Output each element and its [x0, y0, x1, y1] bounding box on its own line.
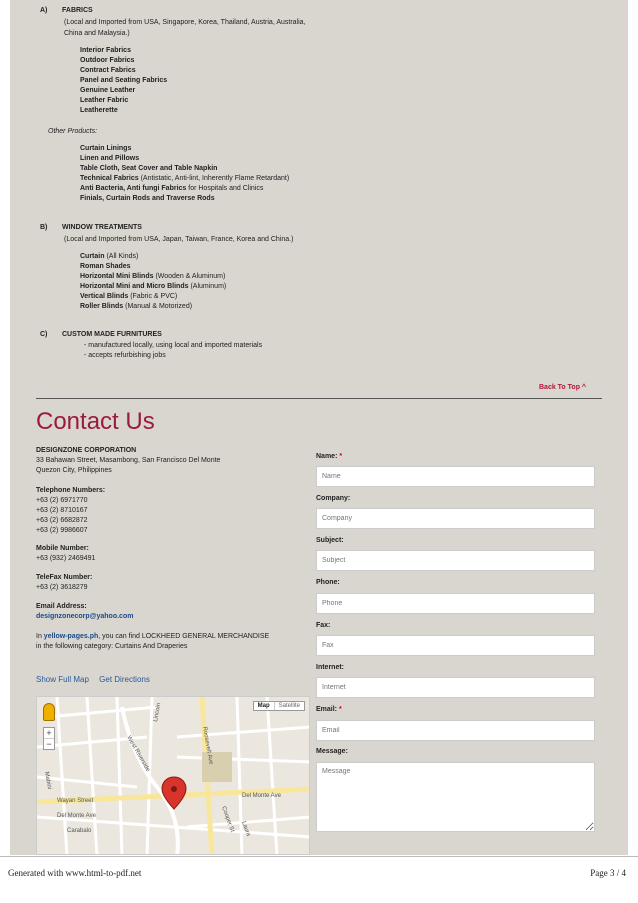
mobile-number: +63 (932) 2469491: [36, 555, 96, 562]
mobile-label: Mobile Number:: [36, 545, 89, 552]
svg-text:Del Monte Ave: Del Monte Ave: [57, 813, 96, 819]
show-full-map-link[interactable]: Show Full Map: [36, 675, 89, 684]
svg-text:West Riverside: West Riverside: [125, 735, 151, 773]
telefax-number: +63 (2) 3618279: [36, 584, 88, 591]
fabrics-sub-2: China and Malaysia.): [64, 30, 130, 37]
telefax-block: [36, 573, 92, 593]
list-item: Vertical Blinds (Fabric & PVC): [80, 293, 178, 300]
svg-text:Mabini: Mabini: [43, 771, 53, 790]
map[interactable]: [36, 696, 310, 855]
internet-label: Internet:: [316, 664, 344, 671]
phone-input[interactable]: [316, 593, 595, 614]
custom-list: [84, 341, 262, 361]
email-link[interactable]: designzonecorp@yahoo.com: [36, 613, 134, 620]
message-label: Message:: [316, 748, 348, 755]
list-item: Panel and Seating Fabrics: [80, 77, 168, 84]
list-item: Anti Bacteria, Anti fungi Fabrics for Hospitals and Clinics: [80, 185, 264, 192]
svg-text:Laura: Laura: [240, 820, 252, 838]
list-item: Horizontal Mini and Micro Blinds (Aluminum): [80, 283, 227, 290]
fabrics-heading: A) FABRICS: [40, 7, 93, 14]
telephone-number: +63 (2) 6682872: [36, 517, 88, 524]
other-products-label: Other Products:: [48, 128, 98, 135]
fabrics-sub-1: (Local and Imported from USA, Singapore, Korea, Thailand, Austria, Australia,: [64, 19, 306, 26]
telephone-number: +63 (2) 9986607: [36, 527, 88, 534]
svg-text:Wayan Street: Wayan Street: [57, 798, 94, 804]
company-input[interactable]: [316, 508, 595, 529]
back-to-top-link[interactable]: Back To Top ^: [539, 384, 586, 391]
other-products-list: [80, 144, 289, 204]
internet-input[interactable]: [316, 677, 595, 698]
fax-input[interactable]: [316, 635, 595, 656]
company-label: Company:: [316, 495, 351, 502]
list-item: Genuine Leather: [80, 87, 136, 94]
list-item: Technical Fabrics (Antistatic, Anti-lint, Inherently Flame Retardant): [80, 175, 290, 182]
address-line-2: Quezon City, Philippines: [36, 467, 112, 474]
svg-text:Lincoln: Lincoln: [153, 702, 163, 723]
window-sub: (Local and Imported from USA, Japan, Taiwan, France, Korea and China.): [64, 236, 294, 243]
telefax-label: TeleFax Number:: [36, 574, 93, 581]
name-label: Name: *: [316, 453, 343, 460]
list-item: Table Cloth, Seat Cover and Table Napkin: [80, 165, 218, 172]
zoom-out-button[interactable]: −: [44, 738, 54, 749]
subject-input[interactable]: [316, 550, 595, 571]
list-item: Curtain Linings: [80, 145, 132, 152]
window-heading: B) WINDOW TREATMENTS: [40, 224, 142, 231]
svg-text:Cooper St: Cooper St: [220, 805, 235, 834]
list-item: Leather Fabric: [80, 97, 129, 104]
list-item: Contract Fabrics: [80, 67, 136, 74]
address-line-1: 33 Bahawan Street, Masambong, San Francisco Del Monte: [36, 457, 221, 464]
fax-label: Fax:: [316, 622, 331, 629]
list-item: Finials, Curtain Rods and Traverse Rods: [80, 195, 215, 202]
telephone-label: Telephone Numbers:: [36, 487, 106, 494]
subject-label: Subject:: [316, 537, 344, 544]
email-input[interactable]: [316, 720, 595, 741]
svg-text:Del Monte Ave: Del Monte Ave: [242, 793, 281, 799]
list-item: Horizontal Mini Blinds (Wooden & Aluminum): [80, 273, 226, 280]
custom-heading: C) CUSTOM MADE FURNITURES: [40, 331, 162, 338]
page-bottom-line: [0, 856, 638, 857]
svg-text:Carabalo: Carabalo: [67, 828, 92, 834]
telephone-number: +63 (2) 8710167: [36, 507, 88, 514]
map-links: [36, 675, 158, 684]
list-item: Interior Fabrics: [80, 47, 131, 54]
map-type-map[interactable]: Map: [257, 703, 270, 709]
phone-label: Phone:: [316, 579, 340, 586]
company-name: DESIGNZONE CORPORATION: [36, 447, 137, 454]
map-type-satellite[interactable]: Satellite: [274, 702, 304, 710]
get-directions-link[interactable]: Get Directions: [99, 675, 150, 684]
yellow-pages-link[interactable]: yellow-pages.ph: [43, 633, 99, 640]
zoom-control: [43, 727, 55, 750]
email-block: [36, 602, 133, 622]
divider: [36, 398, 602, 399]
list-item: Leatherette: [80, 107, 118, 114]
telephone-block: [36, 486, 105, 536]
fabrics-list: [80, 46, 167, 116]
list-item: Linen and Pillows: [80, 155, 140, 162]
list-item: - accepts refurbishing jobs: [84, 352, 166, 359]
telephone-number: +63 (2) 6971770: [36, 497, 88, 504]
generated-by: Generated with www.html-to-pdf.net: [8, 868, 142, 878]
mobile-block: [36, 544, 95, 564]
map-streets: [37, 697, 310, 855]
window-list: [80, 252, 226, 312]
name-input[interactable]: [316, 466, 595, 487]
map-type-control: [253, 701, 305, 711]
contact-title: Contact Us: [36, 408, 155, 435]
company-info: [36, 446, 220, 476]
list-item: Roman Shades: [80, 263, 131, 270]
list-item: - manufactured locally, using local and imported materials: [84, 342, 263, 349]
page-number: Page 3 / 4: [590, 868, 626, 878]
yellow-pages-note: In yellow-pages.ph, you can find LOCKHEED GENERAL MERCHANDISE in the following category: Curtains And Draperies: [36, 633, 270, 650]
list-item: Roller Blinds (Manual & Motorized): [80, 303, 193, 310]
list-item: Curtain (All Kinds): [80, 253, 139, 260]
pegman-icon[interactable]: [43, 703, 55, 721]
email-label: Email Address:: [36, 603, 87, 610]
email-form-label: Email: *: [316, 706, 342, 713]
svg-text:Roosevelt Ave: Roosevelt Ave: [201, 726, 214, 766]
list-item: Outdoor Fabrics: [80, 57, 135, 64]
message-textarea[interactable]: [316, 762, 595, 832]
zoom-in-button[interactable]: +: [46, 728, 52, 738]
